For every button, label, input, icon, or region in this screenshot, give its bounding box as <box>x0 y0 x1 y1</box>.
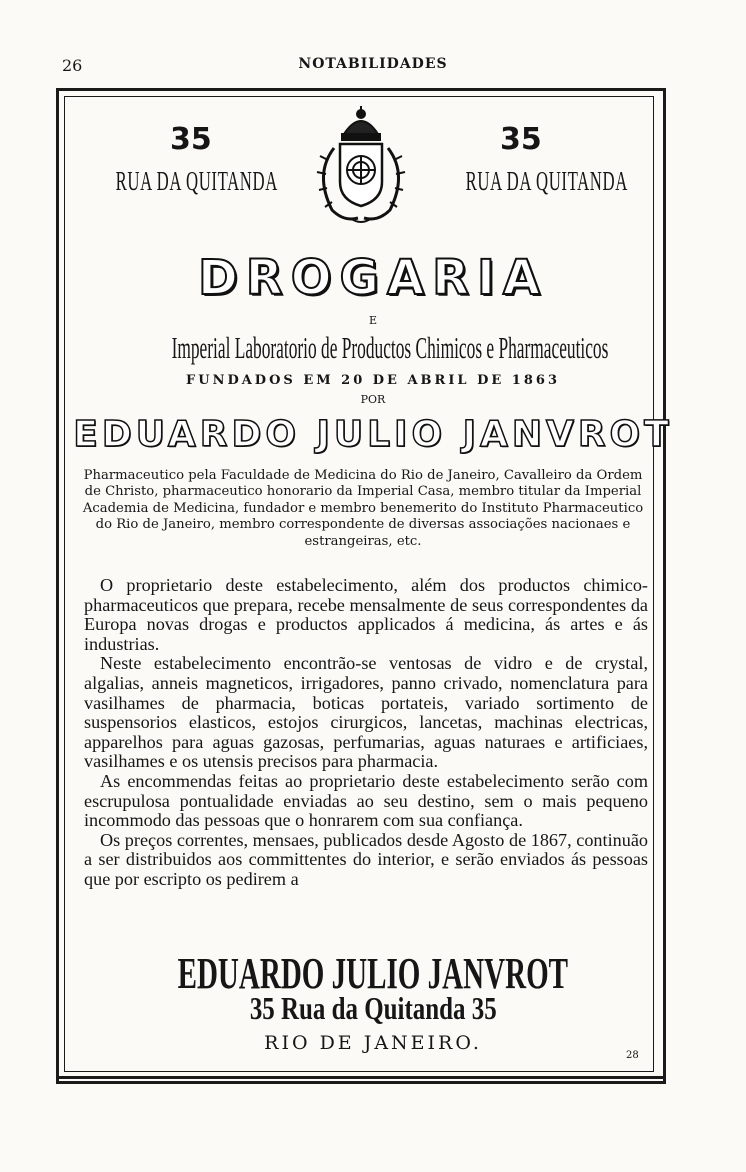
drogaria-title: DROGARIA <box>197 250 549 306</box>
footer-city: RIO DE JANEIRO. <box>264 1032 482 1054</box>
paragraph-stock: Neste estabelecimento encontrão-se ventosas de vidro e de crystal, algalias, anneis magneticos, irrigadores, panno crivado, nomenclatura para vasilhames de pharmacia, boticas portateis, variado sortimento de suspensorios elasticos, estojos cirurgicos, lancetas, machinas electricas, apparelhos para aguas gazosas, perfumarias, aguas naturaes e artificiaes, vasilhames e os utensis precisos para pharmacia. <box>84 653 648 772</box>
owner-name-heading: EDUARDO JULIO JANVROT <box>73 414 673 455</box>
footer-address <box>0 990 746 1027</box>
bottom-rule <box>56 1076 663 1079</box>
conjunction: E <box>368 314 378 327</box>
paragraph-products: O proprietario deste estabelecimento, além dos productos chimico-pharmaceuticos que prepara, recebe mensalmente de seus correspondentes da Europa novas drogas e productos applicados á medicina, ás artes e ás industrias. <box>84 575 648 654</box>
laboratory-title-text: Imperial Laboratorio de Productos Chimicos e Pharmaceuticos <box>171 330 609 365</box>
footer-owner-name-text: EDUARDO JULIO JANVROT <box>177 949 569 998</box>
paragraph-prices: Os preços correntes, mensaes, publicados desde Agosto de 1867, continuão a ser distribuidos aos committentes do interior, e serão enviados ás pessoas que por escripto os pedirem a <box>84 829 648 889</box>
advertisement-body <box>84 576 648 890</box>
footer-address-text: 35 Rua da Quitanda 35 <box>249 990 497 1026</box>
by-line: POR <box>360 393 386 406</box>
imperial-coat-of-arms-icon <box>306 104 416 228</box>
founded-line: FUNDADOS EM 20 DE ABRIL DE 1863 <box>186 373 560 388</box>
street-number-left: 35 <box>170 122 212 157</box>
owner-credentials: Pharmaceutico pela Faculdade de Medicina do Rio de Janeiro, Cavalleiro da Ordem de Christo, pharmaceutico honorario da Imperial Casa, membro titular da Imperial Academia de Medicina, fundador e membro benemerito do Instituto Pharmaceutico do Rio de Janeiro, membro correspondente de diversas associações nacionaes e estrangeiras, etc. <box>82 468 644 549</box>
laboratory-title <box>0 330 746 366</box>
street-name-left: RUA DA QUITANDA <box>115 166 278 196</box>
running-title: NOTABILIDADES <box>298 56 448 72</box>
page-number: 26 <box>62 56 83 75</box>
street-number-right: 35 <box>500 122 542 157</box>
paragraph-orders: As encommendas feitas ao proprietario deste estabelecimento serão com escrupulosa pontualidade enviadas ao seu destino, sem o mais pequeno incommodo das pessoas que o honrarem com sua confiança. <box>84 770 648 831</box>
street-name-right: RUA DA QUITANDA <box>465 166 628 196</box>
signature-mark: 28 <box>626 1050 639 1061</box>
